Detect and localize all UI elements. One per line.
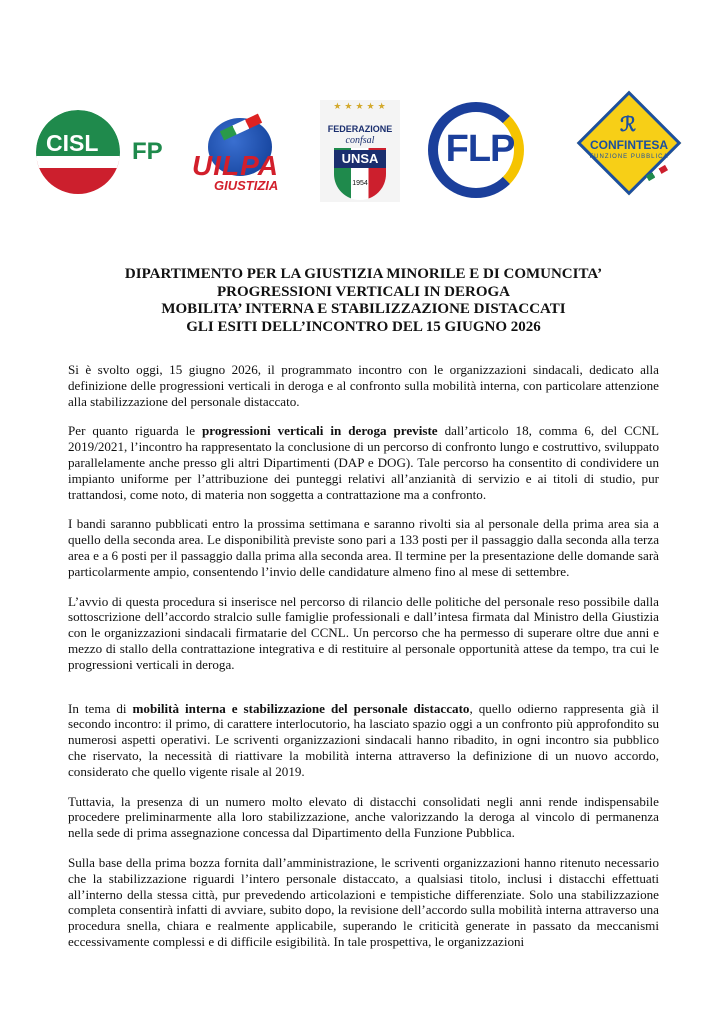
document-title <box>60 266 667 336</box>
confintesa-logo <box>574 100 684 200</box>
title-line: GLI ESITI DELL’INCONTRO DEL 15 GIUGNO 2026 <box>186 318 541 335</box>
confintesa-logo-word: CONFINTESA <box>590 138 668 152</box>
cisl-logo-word: CISL <box>46 130 99 156</box>
unsa-logo-confsal: confsal <box>345 135 375 146</box>
paragraph-text: Per quanto riguarda le <box>68 423 202 439</box>
document-body <box>68 362 659 964</box>
flp-logo <box>428 102 528 202</box>
unsa-confsal-logo <box>312 100 404 204</box>
unsa-logo-fed: FEDERAZIONE <box>327 124 393 134</box>
paragraph <box>68 701 659 780</box>
unsa-logo-word: UNSA <box>334 150 386 168</box>
paragraph: Tuttavia, la presenza di un numero molto elevato di distacchi consolidati negli anni rende indispensabile procedere preliminarmente alla loro stabilizzazione, anche valorizzando la deroga al vincolo di permanenza nella sede di prima assegnazione concessa dal Dipartimento della Funzione Pubblica. <box>68 793 659 841</box>
paragraph-bold-text: progressioni verticali in deroga previste <box>202 423 438 439</box>
cisl-logo-suffix: FP <box>132 138 163 165</box>
paragraph <box>68 423 659 502</box>
uilpa-logo-sub: GIUSTIZIA <box>214 178 279 193</box>
logo-row <box>0 92 727 212</box>
paragraph-text: In tema di <box>68 700 133 716</box>
cisl-fp-logo <box>36 110 170 194</box>
title-line: MOBILITA’ INTERNA E STABILIZZAZIONE DISTACCATI <box>161 301 566 317</box>
paragraph-text: , quello odierno rappresenta già il secondo incontro: il primo, di carattere interlocutorio, ha lasciato spazio oggi a un confronto più approfondito su numerosi aspetti operativi. Le scriventi organizzazioni sindacali hanno ribadito, in ogni incontro sia pubblico che riservato, la necessità di riattivare la mobilità interna attraverso la definizione di un nuovo accordo, considerato che quello vigente risale al 2019. <box>68 700 659 779</box>
paragraph: I bandi saranno pubblicati entro la prossima settimana e saranno rivolti sia al personale della prima area sia a quello della seconda area. Le disponibilità previste sono pari a 133 posti per il passaggio dalla seconda alla terza area e a 6 posti per il passaggio dalla prima alla seconda area. Il termine per la presentazione delle domande sarà particolarmente ampio, consentendo l’invio delle candidature almeno fino al mese di settembre. <box>68 516 659 579</box>
ci-mark-icon: ℛ <box>620 114 636 136</box>
uilpa-giustizia-logo <box>186 118 298 196</box>
title-line: PROGRESSIONI VERTICALI IN DEROGA <box>216 283 510 300</box>
flp-logo-word: FLP <box>445 128 515 170</box>
paragraph: Sulla base della prima bozza fornita dall’amministrazione, le scriventi organizzazioni hanno ritenuto necessario che la stabilizzazione riguardi l’intero personale distaccato, a qualsiasi titolo, inclusi i distacchi effettuati all’interno della stessa città, pur prevedendo articolazioni e tempistiche differenziate. Solo una stabilizzazione completa consentirà infatti di avviare, subito dopo, la revisione dell’accordo sulla mobilità interna attraverso una procedura snella, chiara e realmente applicabile, superando le criticità generate in passato da meccanismi eccessivamente complessi e di difficile esigibilità. In tale prospettiva, le organizzazioni <box>68 854 659 949</box>
paragraph: Si è svolto oggi, 15 giugno 2026, il programmato incontro con le organizzazioni sindacali, dedicato alla definizione delle progressioni verticali in deroga e al confronto sulla mobilità interna, con particolare attenzione alla stabilizzazione del personale distaccato. <box>68 362 659 409</box>
confintesa-logo-sub: FUNZIONE PUBBLICA <box>589 154 669 160</box>
paragraph-bold-text: mobilità interna e stabilizzazione del personale distaccato <box>132 700 470 716</box>
paragraph: L’avvio di questa procedura si inserisce nel percorso di rilancio delle politiche del personale reso possibile dalla sottoscrizione dell’accordo stralcio sulle famiglie professionali e dall’intesa firmata dal Ministro della Giustizia con le organizzazioni sindacali firmatarie del CCNL. Un percorso che ha permesso di superare oltre due anni e mezzo di stallo della contrattazione integrativa e di restituire al personale opportunità attese da tempo, tra cui le progressioni verticali in deroga. <box>68 593 659 672</box>
unsa-logo-year: 1954 <box>352 180 368 187</box>
paragraph-text: dall’articolo 18, comma 6, del CCNL 2019/2021, l’incontro ha rappresentato la conclusione di un percorso di confronto lungo e costruttivo, sviluppato parallelamente anche presso gli altri Dipartimenti (DAP e DOG). Tale percorso ha consentito di condividere un impianto uniforme per l’attribuzione dei punteggi relativi all’anzianità di servizio e ai titoli di studio, pur trattandosi, come noto, di materia non soggetta a contrattazione ma a confronto. <box>68 423 659 502</box>
stars-icon: ★★★★★ <box>333 102 389 112</box>
title-line: DIPARTIMENTO PER LA GIUSTIZIA MINORILE E DI COMUNCITA’ <box>124 266 603 282</box>
uilpa-logo-word: UILPA <box>192 150 279 181</box>
